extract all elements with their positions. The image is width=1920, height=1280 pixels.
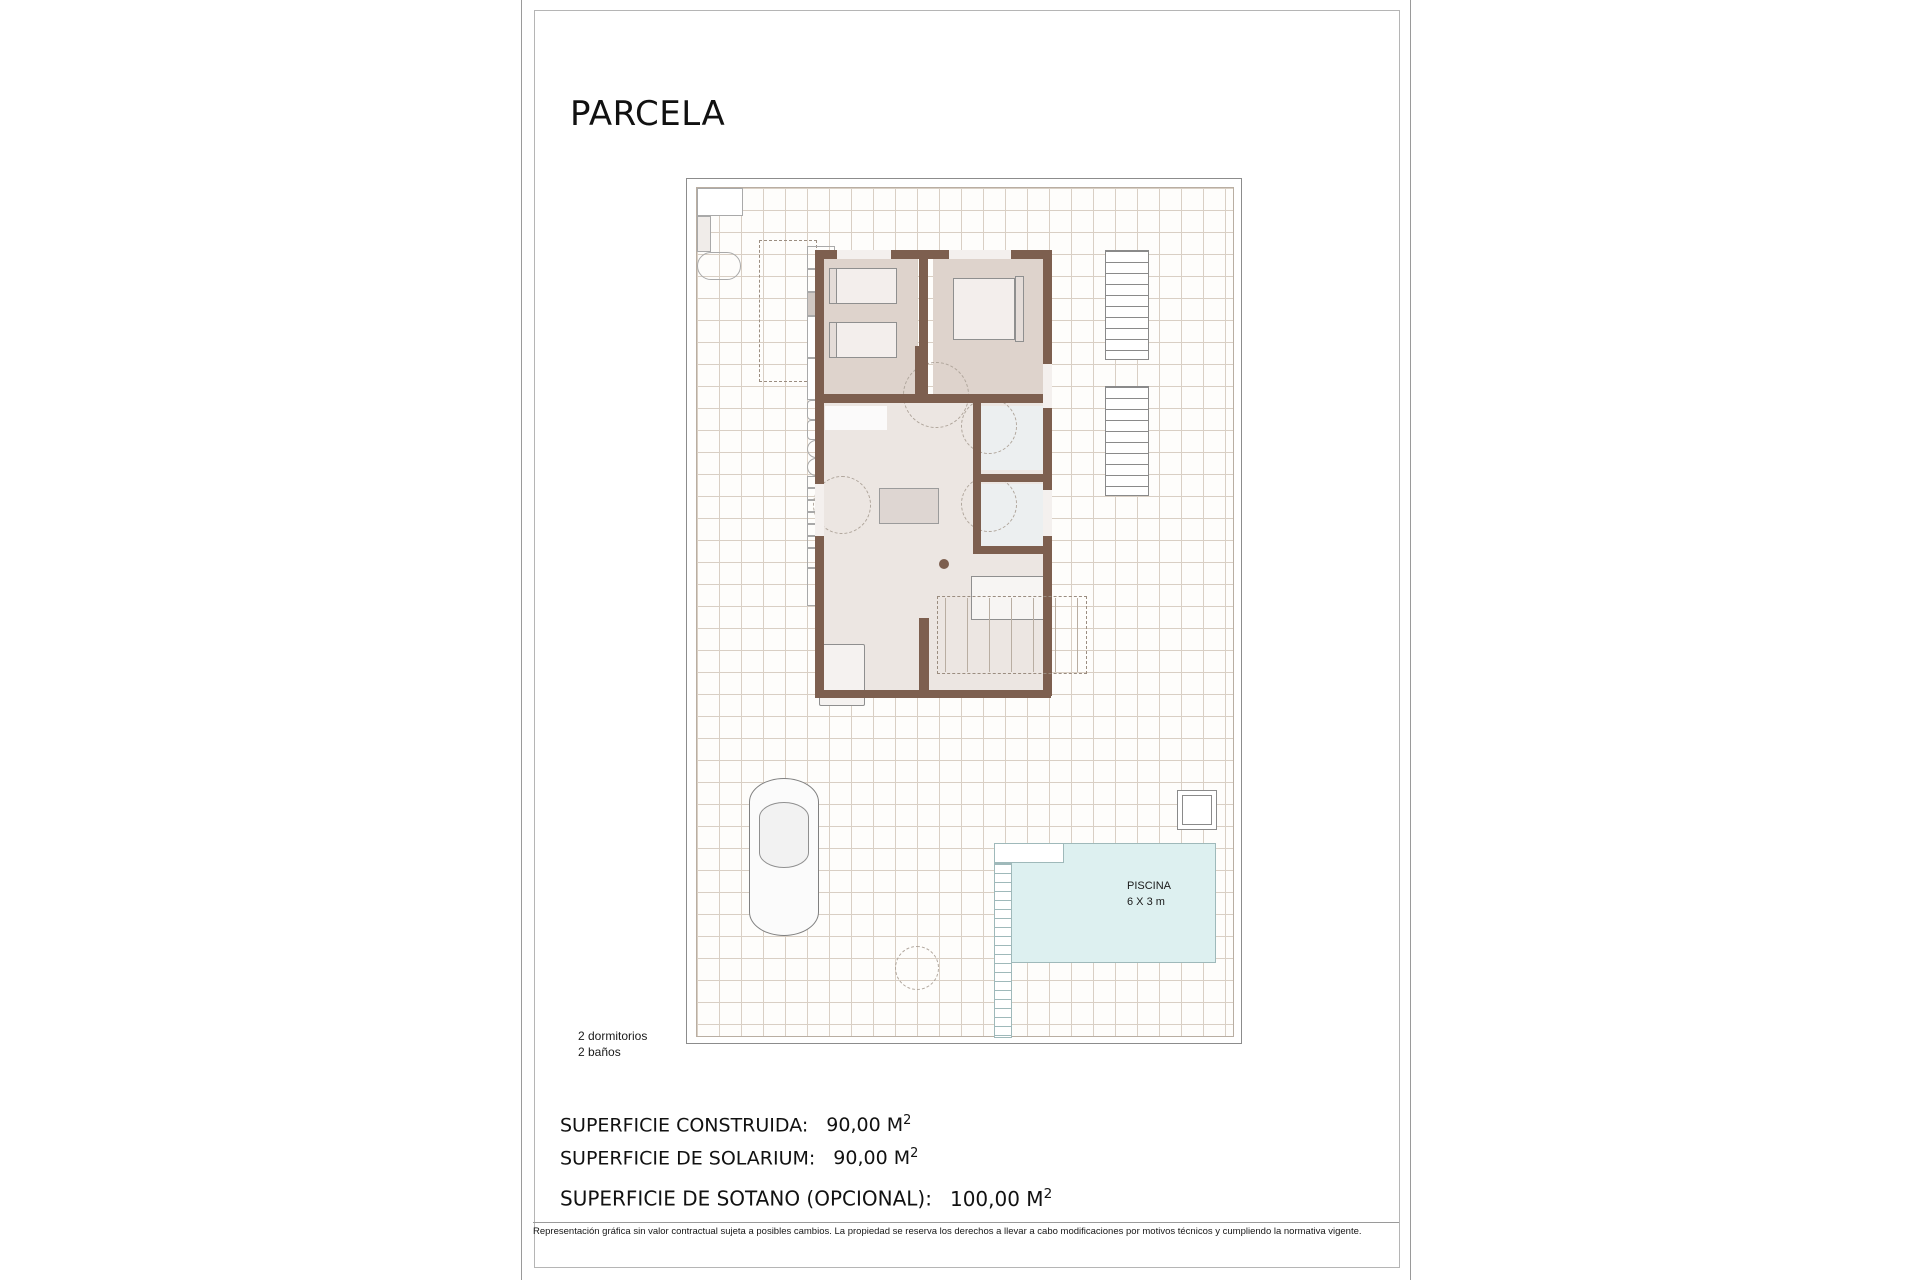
disclaimer-text: Representación gráfica sin valor contractual sujeta a posibles cambios. La propiedad se reserva los derechos a llevar a cabo modificaciones por motivos técnicos y cumpliendo la normativa vigente. xyxy=(533,1226,1362,1237)
pergola-beams xyxy=(945,598,1081,672)
disclaimer-divider xyxy=(533,1222,1399,1223)
surface-basement-label: SUPERFICIE DE SOTANO (OPCIONAL): xyxy=(560,1186,932,1211)
pool-dimensions: 6 X 3 m xyxy=(1127,896,1165,908)
staircase xyxy=(1105,386,1149,496)
bed-headboard xyxy=(829,268,837,304)
surface-built-value: 90,00 M xyxy=(826,1114,904,1137)
plot-corner-marker xyxy=(1177,790,1217,830)
surface-built-label: SUPERFICIE CONSTRUIDA: xyxy=(560,1114,809,1137)
wall-stub-entry xyxy=(919,618,929,698)
wall-bath-bottom xyxy=(973,546,1051,554)
window-opening xyxy=(1043,490,1052,536)
surface-built-unit: 2 xyxy=(903,1113,912,1128)
surface-built xyxy=(560,1113,911,1136)
kitchen-counter xyxy=(825,406,887,430)
wall-bedroom-bottom xyxy=(815,394,1051,403)
pool-step xyxy=(994,843,1064,863)
wall-stub-hall xyxy=(915,346,923,398)
plot-grid xyxy=(696,187,1234,1037)
bed-headboard xyxy=(1015,276,1024,342)
center-point-marker xyxy=(939,559,949,569)
surface-solarium-label: SUPERFICIE DE SOLARIUM: xyxy=(560,1147,816,1170)
sliding-door-opening xyxy=(815,484,824,536)
gate-swing-arc xyxy=(895,946,939,990)
coffee-table xyxy=(879,488,939,524)
surface-basement xyxy=(560,1186,1052,1211)
surface-solarium-value: 90,00 M xyxy=(833,1147,911,1170)
pool-ladder xyxy=(994,863,1012,1038)
window-opening xyxy=(1043,364,1052,408)
surface-basement-unit: 2 xyxy=(1043,1186,1053,1202)
wall-living-left-lower xyxy=(815,546,824,698)
pool-name: PISCINA xyxy=(1127,880,1172,892)
bed-furniture xyxy=(835,268,897,304)
surface-basement-value: 100,00 M xyxy=(949,1186,1044,1211)
bed-furniture xyxy=(835,322,897,358)
exterior-wall-left-top xyxy=(815,250,824,398)
wall-bath-divider xyxy=(973,474,1051,482)
page-title: PARCELA xyxy=(570,94,726,134)
note-bedrooms: 2 dormitorios xyxy=(578,1029,648,1043)
note-bathrooms: 2 baños xyxy=(578,1045,621,1059)
surface-solarium-unit: 2 xyxy=(910,1146,919,1161)
window-opening xyxy=(837,250,891,259)
car-windshield xyxy=(697,252,741,280)
exterior-wall-bottom xyxy=(815,690,1051,698)
pool-label xyxy=(1127,878,1171,910)
car-body-inner xyxy=(759,802,809,868)
stair-landing xyxy=(697,188,743,216)
door-swing-arc xyxy=(961,476,1017,532)
staircase xyxy=(1105,250,1149,360)
bed-headboard xyxy=(829,322,837,358)
plan-notes xyxy=(578,1028,647,1060)
surface-solarium xyxy=(560,1146,918,1169)
door-swing-arc xyxy=(961,398,1017,454)
terrace-door xyxy=(697,216,711,252)
window-opening xyxy=(949,250,1011,259)
double-bed-furniture xyxy=(953,278,1015,340)
plot-drawing xyxy=(686,178,1242,1044)
house-floorplan xyxy=(807,246,1097,776)
